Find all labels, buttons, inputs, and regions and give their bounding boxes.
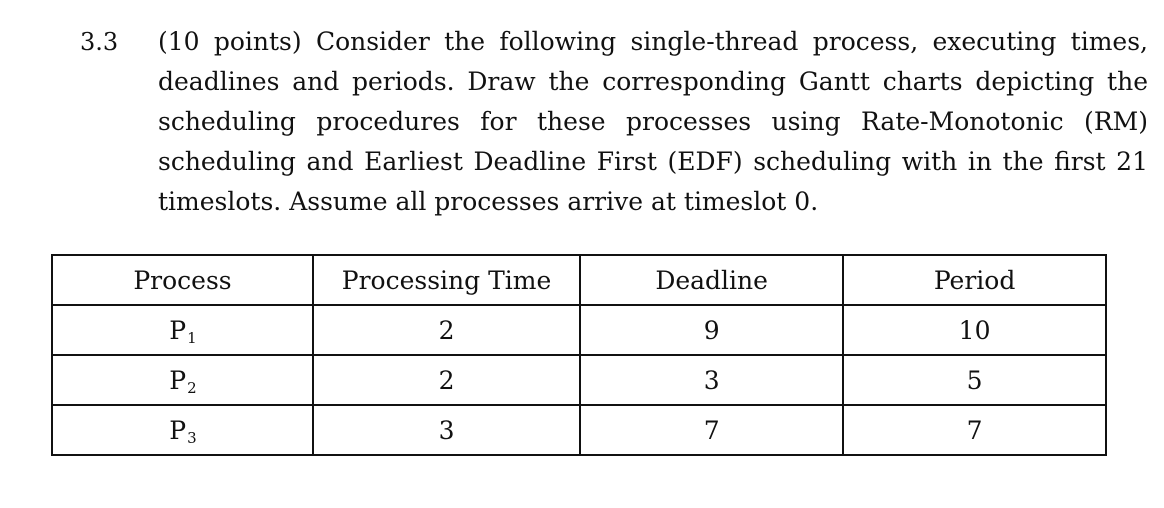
process-name-cell [52, 405, 313, 455]
process-name: P [169, 365, 187, 395]
process-table [51, 254, 1107, 456]
header-deadline: Deadline [580, 255, 843, 305]
process-subscript: 1 [187, 328, 197, 347]
processing-time-cell: 3 [313, 405, 580, 455]
header-processing-time: Processing Time [313, 255, 580, 305]
table-row [52, 355, 1106, 405]
deadline-cell: 9 [580, 305, 843, 355]
table-header-row [52, 255, 1106, 305]
process-name-cell [52, 355, 313, 405]
header-process: Process [52, 255, 313, 305]
deadline-cell: 7 [580, 405, 843, 455]
processing-time-cell: 2 [313, 305, 580, 355]
process-name-cell [52, 305, 313, 355]
process-name: P [169, 415, 187, 445]
question-text: (10 points) Consider the following single-thread process, executing times, deadlines and periods. Draw the corresponding Gantt charts depicting the scheduling procedures for these processes using Rate-Monotonic (RM) scheduling and Earliest Deadline First (EDF) scheduling with in the first 21 timeslots. Assume all processes arrive at timeslot 0. [158, 27, 1148, 216]
question-number: 3.3 [80, 28, 119, 56]
process-name: P [169, 315, 187, 345]
header-period: Period [843, 255, 1106, 305]
period-cell: 5 [843, 355, 1106, 405]
table-row [52, 305, 1106, 355]
process-subscript: 2 [187, 378, 197, 397]
deadline-cell: 3 [580, 355, 843, 405]
processing-time-cell: 2 [313, 355, 580, 405]
period-cell: 10 [843, 305, 1106, 355]
period-cell: 7 [843, 405, 1106, 455]
process-subscript: 3 [187, 428, 197, 447]
table-row [52, 405, 1106, 455]
